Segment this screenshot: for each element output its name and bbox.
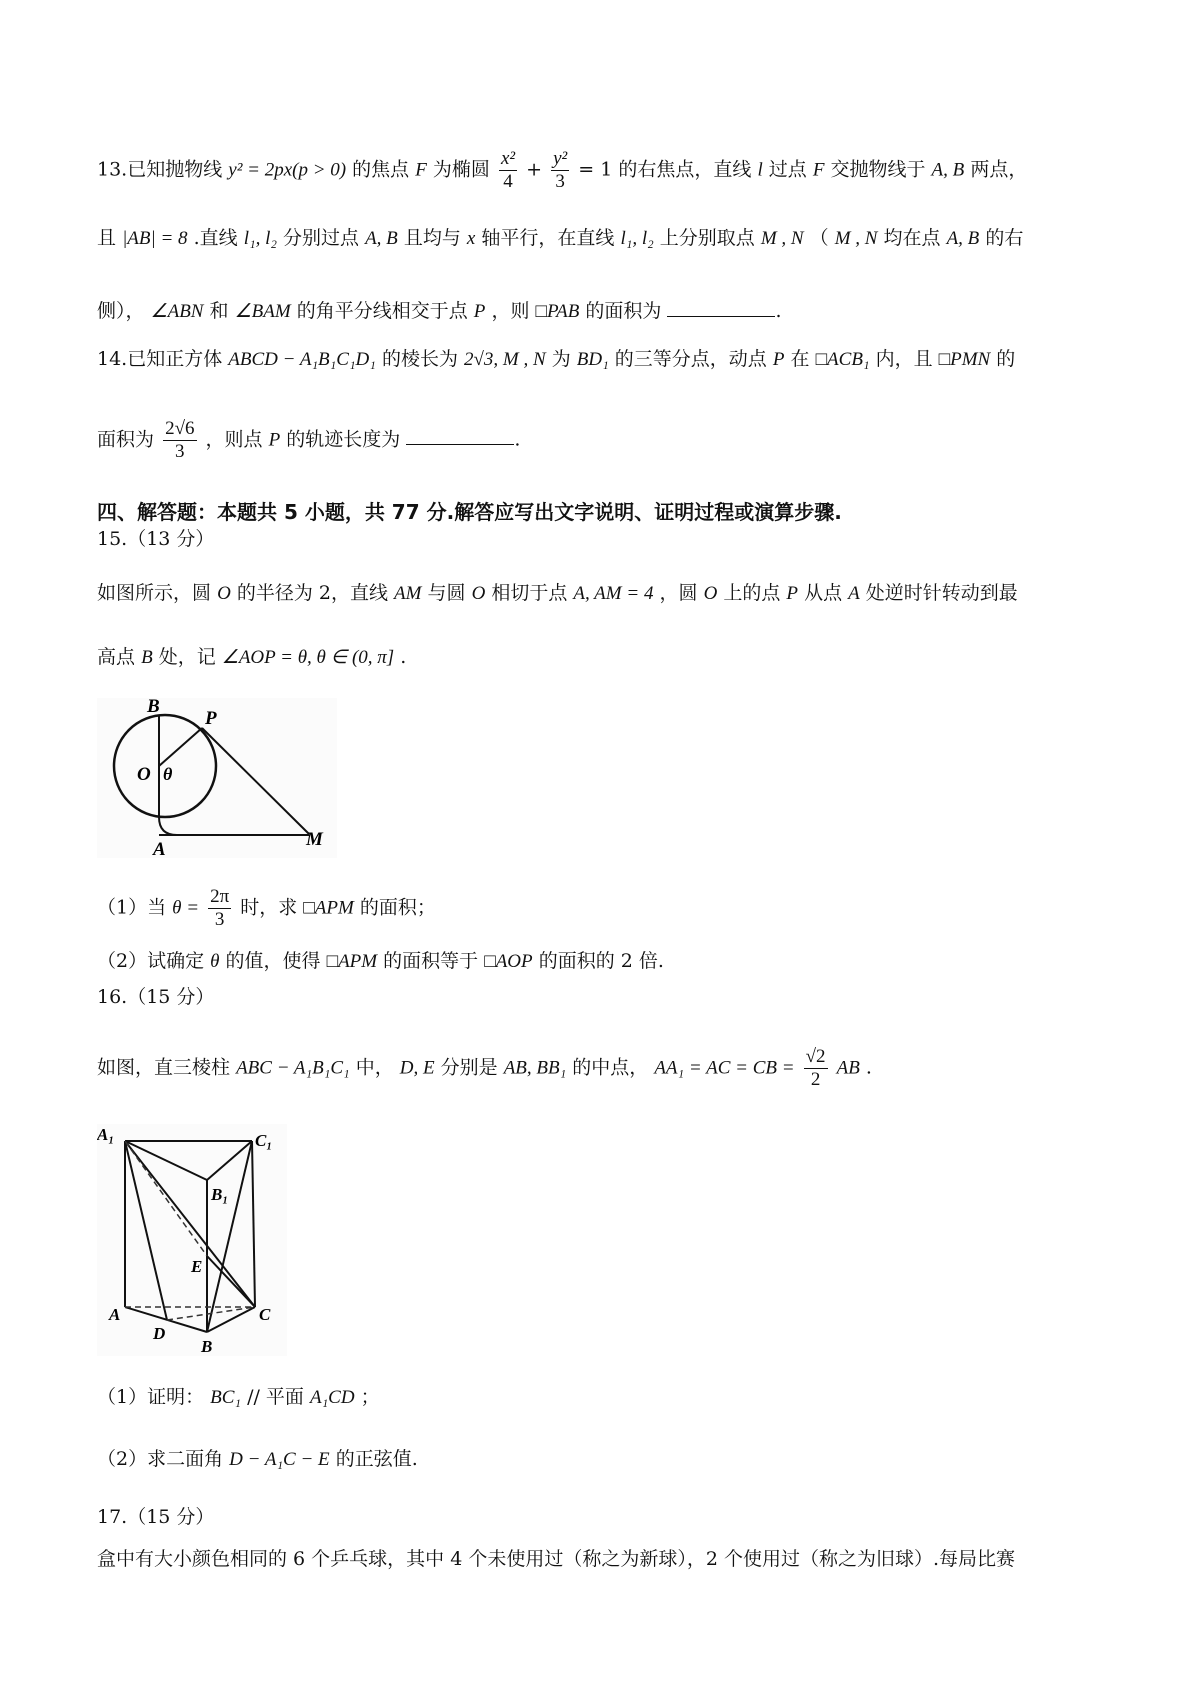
- label-o: O: [137, 764, 151, 785]
- q15-text: 处，记: [158, 646, 216, 668]
- q16-text: 的中点，: [572, 1056, 649, 1079]
- q13-text: 交抛物线于: [830, 158, 926, 181]
- fraction-numerator: 2π: [210, 886, 230, 907]
- q13-math: l₁, l₂: [243, 228, 277, 249]
- label-a: A: [153, 839, 166, 858]
- q13-math: F: [415, 159, 427, 181]
- q15-math: A: [848, 583, 860, 604]
- q14-text: 在: [790, 348, 810, 370]
- q13-text: 上分别取点: [659, 227, 755, 249]
- q14-math: □PMN: [938, 349, 991, 370]
- q13-math: l: [757, 159, 763, 181]
- q13-text: 均在点: [883, 227, 941, 249]
- q13-fraction-x: [499, 148, 517, 193]
- q16-text: 如图，直三棱柱: [97, 1056, 231, 1079]
- q16-fraction: [804, 1046, 828, 1091]
- q15-text: 时，求: [240, 896, 298, 919]
- q14-line2: [97, 418, 520, 463]
- label-b: B: [147, 698, 160, 717]
- label-b: B: [201, 1337, 213, 1356]
- q13-math: □PAB: [535, 301, 580, 322]
- q13-text: 轴平行，在直线: [481, 227, 615, 249]
- q14-text: 14.已知正方体: [97, 348, 223, 370]
- q13-text: 且: [97, 227, 117, 249]
- fraction-denominator: 3: [175, 440, 185, 462]
- answer-blank: [667, 298, 775, 317]
- q16-text: （1）证明：: [97, 1386, 205, 1408]
- q15-text: 的面积的 2 倍.: [538, 950, 664, 972]
- q15-line2: [97, 648, 406, 667]
- q16-math: BC₁: [210, 1387, 242, 1408]
- label-m: M: [306, 829, 323, 850]
- q13-text: 过点: [768, 158, 807, 181]
- q13-text: 和: [209, 300, 229, 322]
- q16-text: ；: [360, 1386, 380, 1408]
- q15-math: O: [703, 583, 718, 604]
- section-heading: 四、解答题：本题共 5 小题，共 77 分.解答应写出文字说明、证明过程或演算步骤.: [97, 500, 842, 524]
- q13-text: 的焦点: [352, 158, 410, 181]
- q16-text: 分别是: [440, 1056, 498, 1079]
- q14-text: 为: [551, 348, 571, 370]
- q13-text: 的角平分线相交于点: [296, 300, 468, 322]
- q14-fraction: [163, 418, 196, 463]
- q15-text: ，圆: [659, 582, 698, 604]
- q13-math: A, B: [365, 228, 398, 249]
- q16-math: AB: [836, 1057, 860, 1079]
- q15-line1: [97, 584, 1018, 603]
- q15-math: ∠AOP = θ, θ ∈ (0, π]: [221, 647, 395, 668]
- q16-math: ABC − A₁B₁C₁: [236, 1057, 350, 1079]
- fraction-denominator: 2: [810, 1068, 821, 1090]
- q15-text: 的面积；: [359, 896, 436, 919]
- q15-text: 高点: [97, 646, 136, 668]
- q14-text: 的轨迹长度为: [286, 428, 401, 451]
- q16-line1: [97, 1046, 872, 1091]
- q15-text: 的值，使得: [225, 950, 321, 972]
- q15-text: 从点: [804, 582, 843, 604]
- q15-text: 如图所示，圆: [97, 582, 212, 604]
- q13-math: x: [466, 228, 476, 249]
- label-a1: A₁: [97, 1125, 115, 1144]
- q15-text: 上的点: [723, 582, 781, 604]
- q13-math: |AB| = 8: [122, 228, 188, 249]
- q16-part1: [97, 1388, 380, 1407]
- q15-text: .: [400, 646, 407, 668]
- q15-text: （1）当: [97, 896, 167, 919]
- fraction-numerator: 2√6: [165, 418, 195, 439]
- q15-math: A, AM = 4: [573, 583, 654, 604]
- q15-fraction: [208, 886, 231, 931]
- label-a: A: [109, 1305, 121, 1324]
- q15-math: AM: [394, 583, 422, 604]
- q15-math: P: [786, 583, 799, 604]
- q16-math: D − A₁C − E: [229, 1449, 330, 1470]
- q16-text: 中，: [355, 1056, 394, 1079]
- q13-text: （: [809, 227, 829, 249]
- label-c: C: [259, 1305, 271, 1324]
- q14-math: P: [772, 349, 785, 370]
- q16-text: // 平面: [247, 1386, 304, 1408]
- q13-math: A, B: [931, 159, 965, 181]
- q13-math: +: [526, 158, 543, 181]
- q15-text: （2）试确定: [97, 950, 205, 972]
- q13-text: = 1 的右焦点，直线: [578, 158, 752, 181]
- label-c1: C₁: [255, 1131, 273, 1150]
- q15-header: 15.（13 分）: [97, 528, 215, 550]
- q13-line2: [97, 229, 1023, 248]
- q14-text: 内，且: [875, 348, 933, 370]
- q16-math: AB, BB₁: [503, 1057, 567, 1079]
- q15-math: O: [217, 583, 231, 604]
- q15-math: □APM: [326, 951, 378, 972]
- q16-text: （2）求二面角: [97, 1448, 224, 1470]
- q17-header: 17.（15 分）: [97, 1506, 215, 1528]
- q13-math: y² = 2px(p > 0): [228, 159, 347, 181]
- q15-text: 处逆时针转动到最: [865, 582, 1018, 604]
- fraction-denominator: 3: [214, 908, 225, 930]
- q13-fraction-y: [551, 148, 569, 193]
- q14-text: ，则点: [205, 428, 263, 451]
- q15-text: 的面积等于: [383, 950, 479, 972]
- q16-math: AA₁ = AC = CB =: [654, 1057, 795, 1079]
- q13-text: 分别过点: [283, 227, 360, 249]
- q13-text: 侧），: [97, 300, 145, 322]
- q16-part2: [97, 1450, 418, 1469]
- q14-text: 面积为: [97, 428, 155, 451]
- q15-math: B: [141, 647, 153, 668]
- q17-line1: 盒中有大小颜色相同的 6 个乒乓球，其中 4 个未使用过（称之为新球），2 个使用过（称之为旧球）.每局比赛: [97, 1548, 1016, 1570]
- q13-line1: [97, 148, 1027, 193]
- q14-math: P: [268, 429, 281, 451]
- q13-text: 的右: [985, 227, 1024, 249]
- q15-text: 相切于点: [491, 582, 568, 604]
- fraction-numerator: √2: [805, 1046, 826, 1067]
- q15-math: □APM: [303, 897, 354, 919]
- q16-math: A₁CD: [309, 1387, 355, 1408]
- q13-math: F: [812, 159, 825, 181]
- q16-header: 16.（15 分）: [97, 986, 215, 1008]
- q14-text: 的: [996, 348, 1016, 370]
- answer-blank: [406, 426, 514, 445]
- q14-math: □ACB₁: [815, 349, 870, 370]
- label-p: P: [205, 708, 217, 729]
- q13-math: l₁, l₂: [620, 228, 654, 249]
- q15-text: 与圆: [427, 582, 466, 604]
- q13-math: A, B: [946, 228, 980, 249]
- q15-math: θ =: [172, 897, 200, 919]
- q13-text: 13.已知抛物线: [97, 158, 223, 181]
- q15-math: O: [471, 583, 486, 604]
- q14-text: .: [514, 428, 521, 451]
- fraction-denominator: 4: [503, 170, 513, 192]
- q15-part2: [97, 952, 664, 971]
- q14-text: 的三等分点，动点: [614, 348, 767, 370]
- q14-line1: [97, 350, 1015, 369]
- q14-math: BD₁: [576, 349, 609, 370]
- q13-text: 且均与: [403, 227, 461, 249]
- q13-math: ∠ABN: [150, 301, 204, 322]
- q13-text: 为椭圆: [432, 158, 490, 181]
- q13-line3: [97, 298, 782, 321]
- q16-math: D, E: [399, 1057, 435, 1079]
- q15-circle-figure: [97, 698, 337, 858]
- q14-text: 的棱长为: [381, 348, 458, 370]
- label-theta: θ: [163, 764, 173, 784]
- q15-math: □AOP: [484, 951, 533, 972]
- q13-text: ，则: [491, 300, 530, 322]
- label-d: D: [153, 1324, 166, 1343]
- q15-math: θ: [210, 951, 220, 972]
- fraction-numerator: y²: [553, 148, 568, 169]
- q13-math: M , N: [834, 228, 878, 249]
- q16-text: .: [865, 1056, 872, 1079]
- q13-text: .: [775, 300, 782, 322]
- label-e: E: [191, 1257, 203, 1276]
- q14-math: ABCD − A₁B₁C₁D₁: [228, 349, 376, 370]
- q13-text: 两点，: [970, 158, 1028, 181]
- q15-part1: [97, 886, 436, 931]
- q15-text: 的半径为 2，直线: [236, 582, 388, 604]
- fraction-numerator: x²: [500, 148, 516, 169]
- fraction-denominator: 3: [555, 170, 565, 192]
- label-b1: B₁: [211, 1185, 229, 1204]
- q16-prism-figure: [97, 1124, 287, 1356]
- q13-text: 的面积为: [585, 300, 662, 322]
- q14-math: 2√3, M , N: [464, 349, 546, 370]
- q13-math: M , N: [760, 228, 804, 249]
- q13-math: ∠BAM: [234, 301, 291, 322]
- q16-text: 的正弦值.: [335, 1448, 418, 1470]
- q13-math: P: [473, 301, 486, 322]
- q13-text: .直线: [193, 227, 238, 249]
